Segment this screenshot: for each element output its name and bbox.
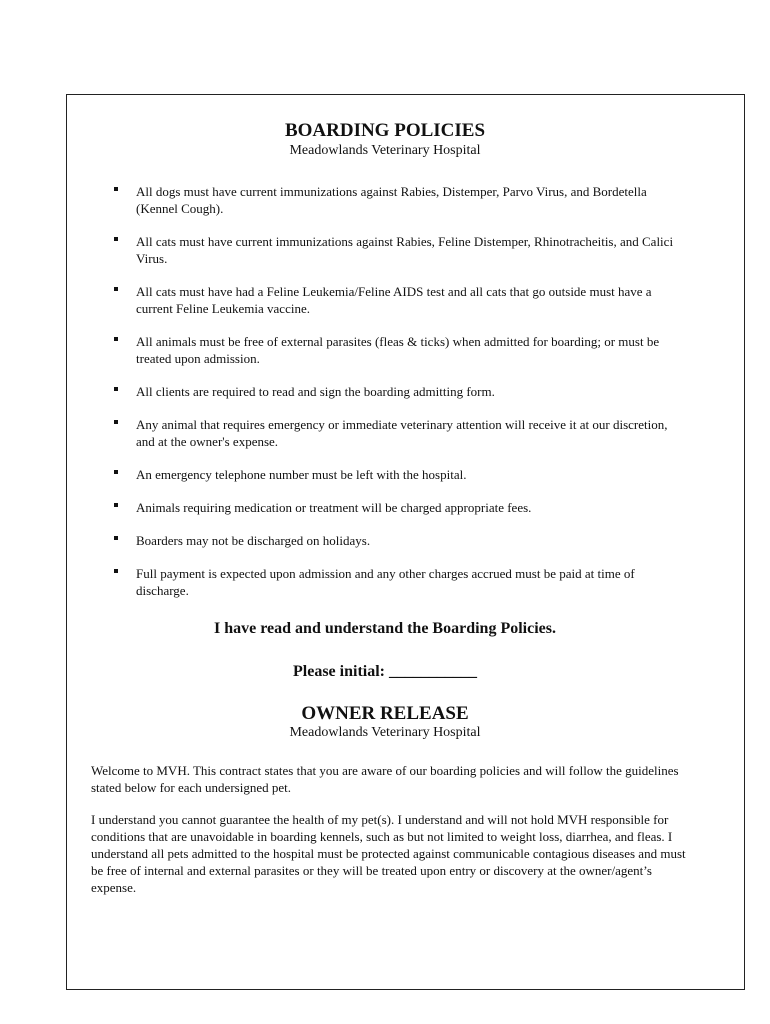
bullet-square-icon	[114, 237, 118, 241]
policy-item	[112, 333, 687, 367]
policy-text: Boarders may not be discharged on holidays.	[136, 533, 371, 548]
release-paragraph: I understand you cannot guarantee the health of my pet(s). I understand and will not hold MVH responsible for conditions that are unavoidable in boarding kennels, such as but not limited to weight loss, diarrhea, and fleas. I understand all pets admitted to the hospital must be protected against communicable contagious diseases and must be free of internal and external parasites or they will be treated upon entry or discovery at the owner/agent’s expense.	[91, 812, 686, 895]
owner-release-title: OWNER RELEASE	[301, 703, 469, 724]
bullet-square-icon	[114, 387, 118, 391]
policy-item	[112, 283, 687, 317]
policy-text: An emergency telephone number must be left with the hospital.	[136, 467, 467, 482]
owner-release-subtitle: Meadowlands Veterinary Hospital	[289, 725, 481, 740]
policy-item	[112, 233, 687, 267]
bullet-square-icon	[114, 187, 118, 191]
policy-item	[112, 416, 687, 450]
policy-text: Animals requiring medication or treatment will be charged appropriate fees.	[136, 500, 532, 515]
initial-field[interactable]: Please initial: ___________	[293, 663, 477, 680]
policy-text: All cats must have current immunizations against Rabies, Feline Distemper, Rhinotracheitis, and Calici Virus.	[136, 234, 674, 266]
policy-item	[112, 499, 687, 516]
welcome-paragraph: Welcome to MVH. This contract states that you are aware of our boarding policies and will follow the guidelines stated below for each undersigned pet.	[91, 763, 679, 795]
policy-text: All dogs must have current immunizations against Rabies, Distemper, Parvo Virus, and Bordetella (Kennel Cough).	[136, 184, 647, 216]
bullet-square-icon	[114, 536, 118, 540]
policy-item	[112, 532, 687, 549]
policy-item	[112, 383, 687, 400]
policy-text: Full payment is expected upon admission and any other charges accrued must be paid at time of discharge.	[136, 566, 635, 598]
bullet-square-icon	[114, 287, 118, 291]
bullet-square-icon	[114, 503, 118, 507]
boarding-policies-title: BOARDING POLICIES	[284, 120, 486, 141]
policy-list	[112, 183, 687, 615]
bullet-square-icon	[114, 470, 118, 474]
acknowledgement-statement: I have read and understand the Boarding Policies.	[214, 620, 556, 637]
policy-item	[112, 565, 687, 599]
bullet-square-icon	[114, 569, 118, 573]
bullet-square-icon	[114, 420, 118, 424]
policy-item	[112, 466, 687, 483]
policy-item	[112, 183, 687, 217]
policy-text: All clients are required to read and sign the boarding admitting form.	[136, 384, 495, 399]
policy-text: All cats must have had a Feline Leukemia/Feline AIDS test and all cats that go outside must have a current Feline Leukemia vaccine.	[136, 284, 652, 316]
policy-text: Any animal that requires emergency or immediate veterinary attention will receive it at our discretion, and at the owner's expense.	[136, 417, 668, 449]
bullet-square-icon	[114, 337, 118, 341]
boarding-policies-subtitle: Meadowlands Veterinary Hospital	[289, 143, 481, 158]
policy-text: All animals must be free of external parasites (fleas & ticks) when admitted for boarding; or must be treated upon admission.	[136, 334, 660, 366]
